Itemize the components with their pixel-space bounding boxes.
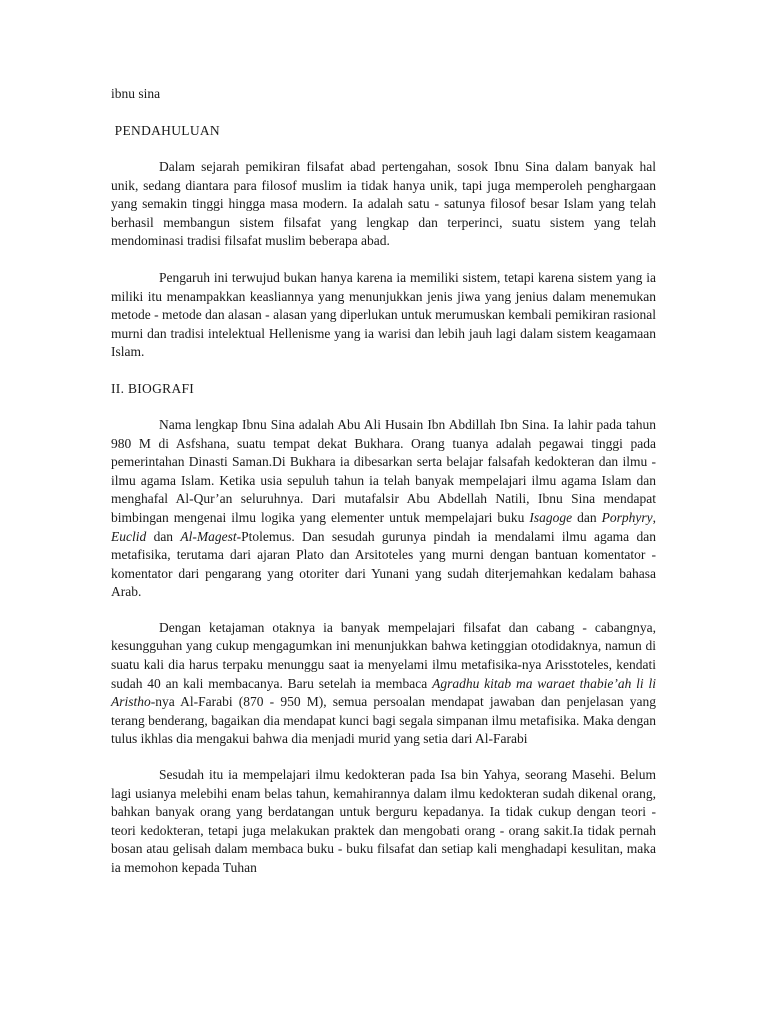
text-segment: , <box>652 509 656 525</box>
paragraph-biografi-1 <box>111 416 656 602</box>
text-segment: Nama lengkap Ibnu Sina adalah Abu Ali Husain Ibn Abdillah Ibn Sina. Ia lahir pada tahun 980 M di Asfshana, suatu tempat dekat Bukhara. Orang tuanya adalah pegawai tinggi pada pemerintahan Dinasti Saman.Di Bukhara ia dibesarkan serta belajar falsafah kedokteran dan ilmu - ilmu agama Islam. Ketika usia sepuluh tahun ia telah banyak mempelajari ilmu agama Islam dan menghafal Al-Qur’an seluruhnya. Dari mutafalsir Abu Abdellah Natili, Ibnu Sina mendapat bimbingan mengenai ilmu logika yang elementer untuk mempelajari buku <box>111 416 656 525</box>
book-title-euclid: Euclid <box>111 528 147 544</box>
paragraph-pendahuluan-2: Pengaruh ini terwujud bukan hanya karena ia memiliki sistem, tetapi karena sistem yang ia miliki itu menampakkan keasliannya yang menunjukkan jenis jiwa yang jenius dalam menemukan metode - metode dan alasan - alasan yang diperlukan untuk merumuskan kembali pemikiran rasional murni dan tradisi intelektual Hellenisme yang ia warisi dan lebih jauh lagi dalam sistem keagamaan Islam. <box>111 269 656 360</box>
document-page <box>111 84 656 878</box>
text-segment: dan <box>146 528 181 544</box>
section-heading-biografi: II. BIOGRAFI <box>111 380 195 396</box>
document-title: ibnu sina <box>111 86 161 101</box>
book-title-al-magest: Al-Magest- <box>180 528 242 544</box>
book-title-agradhu: Agradhu kitab ma waraet thabie’ah li li Aristho <box>111 675 656 710</box>
text-segment: -nya Al-Farabi (870 - 950 M), semua persoalan mendapat jawaban dan penjelasan yang terang benderang, bagaikan dia mendapat kunci bagi segala simpanan ilmu metafisika. Maka dengan tulus ikhlas dia mengakui bahwa dia menjadi murid yang setia dari Al-Farabi <box>111 694 656 747</box>
paragraph-biografi-2 <box>111 619 656 749</box>
book-title-porphyry: Porphyry <box>601 509 653 525</box>
paragraph-biografi-3: Sesudah itu ia mempelajari ilmu kedokteran pada Isa bin Yahya, seorang Masehi. Belum lagi usianya melebihi enam belas tahun, kemahirannya dalam ilmu kedokteran sudah dikenal orang, bahkan banyak orang yang berdatangan untuk berguru kepadanya. Ia tidak cukup dengan teori - teori kedokteran, tetapi juga melakukan praktek dan mengobati orang - orang sakit.Ia tidak pernah bosan atau gelisah dalam membaca buku - buku filsafat dan setiap kali menghadapi kesulitan, maka ia memohon kepada Tuhan <box>111 767 656 875</box>
section-heading-pendahuluan: PENDAHULUAN <box>111 123 220 138</box>
book-title-isagoge: Isagoge <box>529 509 573 525</box>
paragraph-pendahuluan-1: Dalam sejarah pemikiran filsafat abad pertengahan, sosok Ibnu Sina dalam banyak hal unik, sedang diantara para filosof muslim ia tidak hanya unik, tapi juga memperoleh penghargaan yang semakin tinggi hingga masa modern. Ia adalah satu - satunya filosof besar Islam yang telah berhasil membangun sistem filsafat yang lengkap dan terperinci, suatu sistem yang telah mendominasi tradisi filsafat muslim beberapa abad. <box>111 159 656 249</box>
text-segment: Dengan ketajaman otaknya ia banyak mempelajari filsafat dan cabang - cabangnya, kesungguhan yang cukup mengagumkan ini menunjukkan bahwa ketinggian otodidaknya, namun di suatu kali dia harus terpaku menunggu saat ia menyelami ilmu metafisika-nya Arisstoteles, kendati sudah 40 an kali membacanya. Baru setelah ia membaca <box>111 619 656 691</box>
text-segment: dan <box>572 509 602 525</box>
text-segment: Ptolemus. Dan sesudah gurunya pindah ia mendalami ilmu agama dan metafisika, terutama dari ajaran Plato dan Arsitoteles yang murni dengan bantuan komentator - komentator dari pengarang yang otoriter dari Yunani yang sudah diterjemahkan kedalam bahasa Arab. <box>111 528 656 600</box>
